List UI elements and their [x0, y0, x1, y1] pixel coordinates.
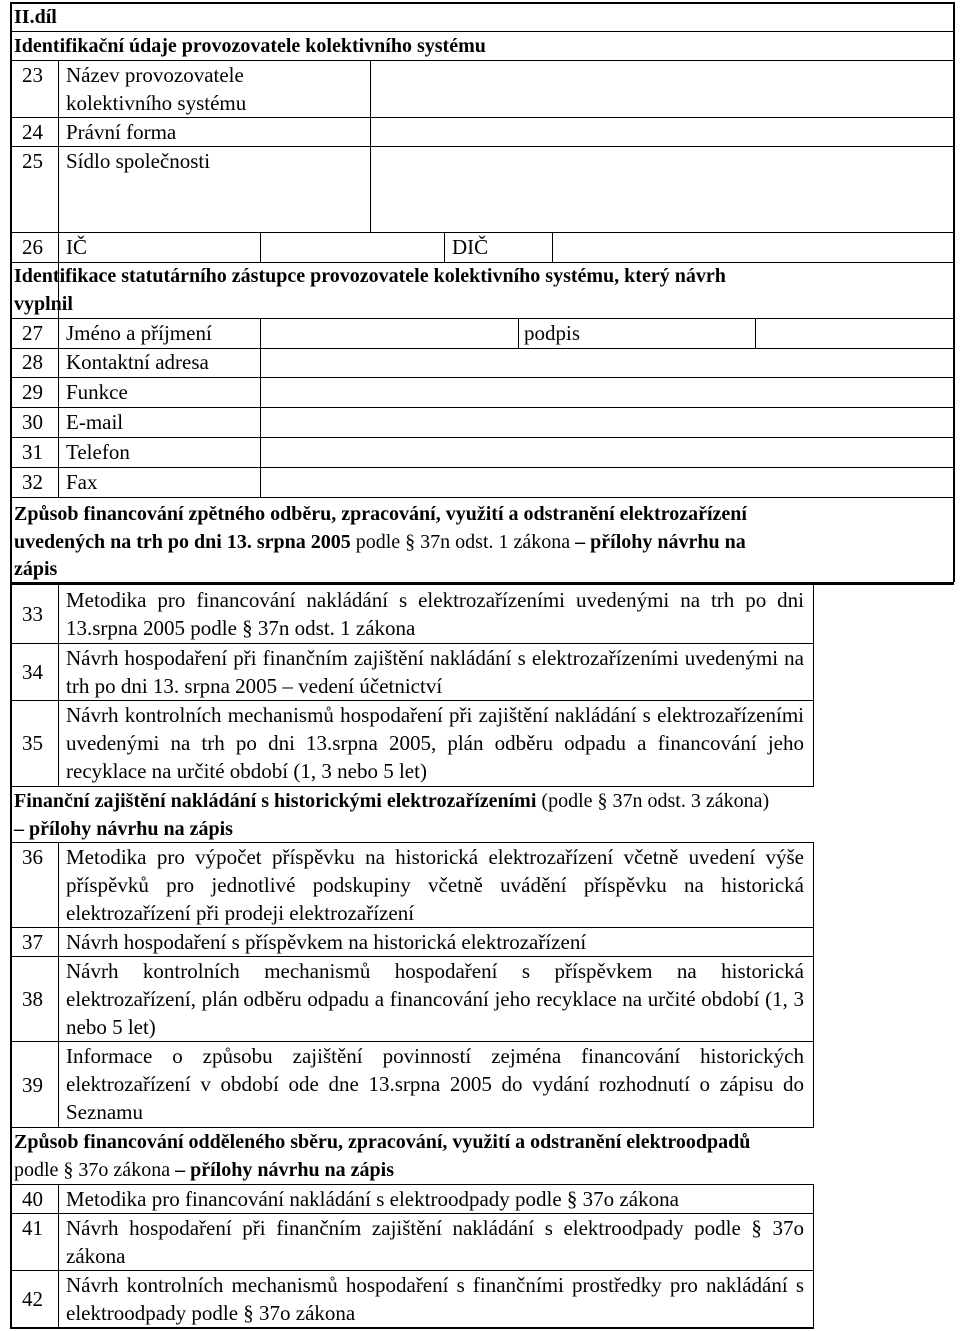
row-number: 23	[22, 63, 43, 87]
text-block-right-rule	[813, 842, 814, 1127]
field-label-vat-id: DIČ	[452, 235, 489, 259]
number-column-rule	[58, 1184, 59, 1329]
field-label-provider-name: kolektivního systému	[66, 91, 247, 115]
row-number: 33	[22, 602, 43, 626]
section-heading-historic: Finanční zajištění nakládání s historickými elektrozařízeními (podle § 37n odst. 3 zákona)	[14, 790, 770, 812]
number-column-rule	[58, 842, 59, 1127]
field-input-contact-address[interactable]	[262, 349, 952, 376]
field-input-position[interactable]	[262, 378, 952, 406]
field-input-company-id[interactable]	[262, 233, 443, 261]
row-number: 31	[22, 440, 43, 464]
field-input-provider-name[interactable]	[372, 62, 952, 116]
label-column-rule	[444, 232, 445, 262]
row-number: 24	[22, 120, 43, 144]
row-number: 28	[22, 350, 43, 374]
item-text: Návrh kontrolních mechanismů hospodaření při zajištění nakládání s elektrozařízeními uvedenými na trh po dni 13.srpna 2005, plán odběru odpadu a financování jeho recyklace na určité období (1, 3 nebo 5 let)	[66, 703, 804, 783]
row-number: 32	[22, 470, 43, 494]
section-heading-identification: Identifikační údaje provozovatele kolektivního systému	[14, 35, 486, 57]
field-label-email: E-mail	[66, 410, 124, 434]
section-heading-statutory: Identifikace statutárního zástupce provozovatele kolektivního systému, který návrh	[14, 265, 726, 287]
label-column-rule	[755, 318, 756, 348]
field-label-company-id: IČ	[66, 235, 87, 259]
item-text: Informace o způsobu zajištění povinností zejména financování historických elektrozařízení v období ode dne 13.srpna 2005 do vydání rozhodnutí o zápisu do Seznamu	[66, 1044, 804, 1124]
row-number: 42	[22, 1287, 43, 1311]
item-text: Metodika pro financování nakládání s elektrozařízeními uvedenými na trh po dni 13.srpna 2005 podle § 37n odst. 1 zákona	[66, 588, 804, 640]
item-text: Návrh hospodaření s příspěvkem na historická elektrozařízení	[66, 930, 587, 954]
section-heading-electrowaste: Způsob financování odděleného sběru, zpracování, využití a odstranění elektroodpadů	[14, 1131, 751, 1153]
item-text: Návrh hospodaření při finančním zajištění nakládání s elektrozařízeními uvedenými na trh po dni 13. srpna 2005 – vedení účetnictví	[66, 646, 804, 698]
row-number: 27	[22, 321, 43, 345]
row-number: 30	[22, 410, 43, 434]
section-heading-financing: Způsob financování zpětného odběru, zpracování, využití a odstranění elektrozařízení	[14, 503, 747, 525]
field-input-signature[interactable]	[757, 319, 952, 347]
section-rule	[10, 582, 954, 585]
field-input-email[interactable]	[262, 408, 952, 436]
outer-border-left	[10, 2, 12, 1329]
field-input-legal-form[interactable]	[372, 118, 952, 145]
row-number: 29	[22, 380, 43, 404]
field-input-registered-office[interactable]	[372, 148, 952, 231]
row-number: 37	[22, 930, 43, 954]
section-heading-financing: zápis	[14, 558, 58, 580]
item-text: Návrh kontrolních mechanismů hospodaření s příspěvkem na historická elektrozařízení, plán odběru odpadu a financování jeho recyklace na určité období (1, 3 nebo 5 let)	[66, 959, 804, 1039]
text-block-right-rule	[813, 585, 814, 786]
row-rule	[10, 497, 954, 498]
label-column-rule	[552, 232, 553, 262]
item-text: Návrh hospodaření při finančním zajištění nakládání s elektroodpady podle § 37o zákona	[66, 1216, 804, 1268]
field-label-full-name: Jméno a příjmení	[66, 321, 212, 345]
row-number: 39	[22, 1073, 43, 1097]
row-number: 36	[22, 845, 43, 869]
part-title: II.díl	[14, 6, 57, 28]
outer-border-top	[10, 2, 954, 4]
label-column-rule	[518, 318, 519, 348]
text-block-right-rule	[813, 1184, 814, 1329]
row-number: 41	[22, 1216, 43, 1240]
outer-border-bottom	[10, 1327, 814, 1329]
field-label-contact-address: Kontaktní adresa	[66, 350, 209, 374]
row-number: 26	[22, 235, 43, 259]
item-text: Návrh kontrolních mechanismů hospodaření s finančními prostředky pro nakládání s elektroodpady podle § 37o zákona	[66, 1273, 804, 1325]
row-number: 35	[22, 731, 43, 755]
field-label-legal-form: Právní forma	[66, 120, 177, 144]
row-number: 38	[22, 987, 43, 1011]
field-label-position: Funkce	[66, 380, 128, 404]
field-input-phone[interactable]	[262, 438, 952, 466]
field-label-fax: Fax	[66, 470, 98, 494]
section-heading-historic: – přílohy návrhu na zápis	[14, 818, 233, 840]
outer-border-right	[953, 2, 955, 582]
field-label-signature: podpis	[524, 321, 581, 345]
field-label-phone: Telefon	[66, 440, 130, 464]
field-input-full-name[interactable]	[262, 319, 517, 347]
number-column-rule	[58, 585, 59, 786]
row-number: 25	[22, 149, 43, 173]
row-number: 34	[22, 660, 43, 684]
section-heading-electrowaste: podle § 37o zákona – přílohy návrhu na zápis	[14, 1159, 395, 1181]
row-number: 40	[22, 1187, 43, 1211]
section-heading-financing: uvedených na trh po dni 13. srpna 2005 podle § 37n odst. 1 zákona – přílohy návrhu na	[14, 531, 746, 553]
field-input-fax[interactable]	[262, 468, 952, 496]
field-label-provider-name: Název provozovatele	[66, 63, 244, 87]
section-heading-statutory: vyplnil	[14, 293, 73, 315]
item-text: Metodika pro výpočet příspěvku na historická elektrozařízení včetně uvedení výše příspěvků pro jednotlivé podskupiny včetně uvádění příspěvku na historická elektrozařízení při prodeji elektrozařízení	[66, 845, 804, 925]
field-label-registered-office: Sídlo společnosti	[66, 149, 211, 173]
item-text: Metodika pro financování nakládání s elektroodpady podle § 37o zákona	[66, 1187, 679, 1211]
label-column-rule	[260, 232, 261, 262]
field-input-vat-id[interactable]	[554, 233, 952, 261]
